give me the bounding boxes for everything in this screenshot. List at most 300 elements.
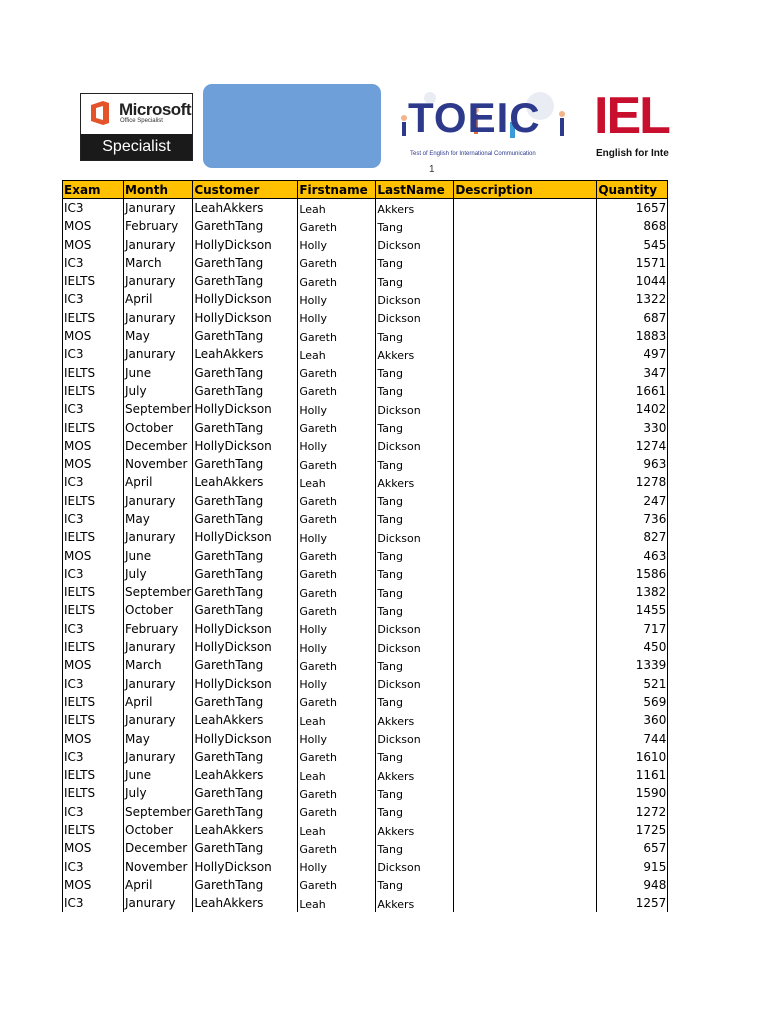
description-cell xyxy=(454,803,597,821)
firstname-cell: Leah xyxy=(298,821,376,839)
customer-cell: GarethTang xyxy=(193,327,298,345)
customer-cell: GarethTang xyxy=(193,784,298,802)
table-row xyxy=(63,235,668,253)
table-row xyxy=(63,473,668,491)
month-cell: Janurary xyxy=(124,492,193,510)
table-row xyxy=(63,437,668,455)
exam-cell: IC3 xyxy=(63,620,124,638)
quantity-cell: 717 xyxy=(597,620,668,638)
customer-cell: LeahAkkers xyxy=(193,894,298,912)
firstname-cell: Gareth xyxy=(298,455,376,473)
firstname-cell: Gareth xyxy=(298,876,376,894)
table-row xyxy=(63,729,668,747)
month-cell: September xyxy=(124,583,193,601)
table-row xyxy=(63,327,668,345)
exam-cell: MOS xyxy=(63,656,124,674)
exam-cell: IELTS xyxy=(63,382,124,400)
firstname-cell: Holly xyxy=(298,235,376,253)
table-row xyxy=(63,290,668,308)
table-row xyxy=(63,363,668,381)
month-cell: February xyxy=(124,620,193,638)
firstname-cell: Leah xyxy=(298,766,376,784)
customer-cell: HollyDickson xyxy=(193,638,298,656)
quantity-cell: 687 xyxy=(597,309,668,327)
month-cell: May xyxy=(124,510,193,528)
customer-cell: GarethTang xyxy=(193,565,298,583)
lastname-cell: Tang xyxy=(376,254,454,272)
table-row xyxy=(63,528,668,546)
customer-cell: HollyDickson xyxy=(193,528,298,546)
exam-cell: IELTS xyxy=(63,583,124,601)
customer-cell: HollyDickson xyxy=(193,235,298,253)
month-cell: June xyxy=(124,766,193,784)
month-cell: Janurary xyxy=(124,199,193,217)
office-specialist-subtitle: Office Specialist xyxy=(120,118,163,124)
table-row xyxy=(63,693,668,711)
firstname-cell: Gareth xyxy=(298,492,376,510)
quantity-cell: 1257 xyxy=(597,894,668,912)
lastname-cell: Tang xyxy=(376,656,454,674)
firstname-cell: Holly xyxy=(298,400,376,418)
firstname-cell: Holly xyxy=(298,620,376,638)
exam-cell: MOS xyxy=(63,217,124,235)
lastname-cell: Tang xyxy=(376,839,454,857)
exam-cell: IC3 xyxy=(63,803,124,821)
lastname-cell: Akkers xyxy=(376,345,454,363)
month-cell: Janurary xyxy=(124,638,193,656)
firstname-cell: Holly xyxy=(298,638,376,656)
lastname-cell: Akkers xyxy=(376,766,454,784)
lastname-cell: Dickson xyxy=(376,400,454,418)
table-row xyxy=(63,345,668,363)
firstname-cell: Leah xyxy=(298,711,376,729)
description-cell xyxy=(454,857,597,875)
firstname-cell: Holly xyxy=(298,437,376,455)
quantity-cell: 1339 xyxy=(597,656,668,674)
firstname-cell: Gareth xyxy=(298,565,376,583)
firstname-cell: Gareth xyxy=(298,217,376,235)
customer-cell: GarethTang xyxy=(193,876,298,894)
lastname-cell: Dickson xyxy=(376,620,454,638)
description-cell xyxy=(454,272,597,290)
month-cell: April xyxy=(124,876,193,894)
firstname-cell: Gareth xyxy=(298,748,376,766)
lastname-cell: Tang xyxy=(376,327,454,345)
month-cell: October xyxy=(124,821,193,839)
table-row xyxy=(63,546,668,564)
description-cell xyxy=(454,620,597,638)
header-quantity: Quantity xyxy=(597,181,668,199)
firstname-cell: Gareth xyxy=(298,803,376,821)
quantity-cell: 1657 xyxy=(597,199,668,217)
description-cell xyxy=(454,729,597,747)
exam-cell: IC3 xyxy=(63,400,124,418)
month-cell: December xyxy=(124,437,193,455)
table-row xyxy=(63,857,668,875)
table-row xyxy=(63,656,668,674)
lastname-cell: Akkers xyxy=(376,199,454,217)
description-cell xyxy=(454,309,597,327)
month-cell: November xyxy=(124,455,193,473)
table-row xyxy=(63,839,668,857)
table-row xyxy=(63,455,668,473)
table-header-row xyxy=(63,181,668,199)
lastname-cell: Tang xyxy=(376,382,454,400)
table-row xyxy=(63,418,668,436)
table-row xyxy=(63,620,668,638)
month-cell: April xyxy=(124,693,193,711)
exam-cell: MOS xyxy=(63,437,124,455)
lastname-cell: Tang xyxy=(376,876,454,894)
description-cell xyxy=(454,382,597,400)
firstname-cell: Leah xyxy=(298,473,376,491)
exam-cell: MOS xyxy=(63,327,124,345)
month-cell: November xyxy=(124,857,193,875)
firstname-cell: Holly xyxy=(298,729,376,747)
toeic-tagline: Test of English for International Communication xyxy=(410,151,536,157)
quantity-cell: 569 xyxy=(597,693,668,711)
lastname-cell: Tang xyxy=(376,748,454,766)
customer-cell: HollyDickson xyxy=(193,290,298,308)
microsoft-brand-text: Microsoft xyxy=(119,100,191,119)
quantity-cell: 450 xyxy=(597,638,668,656)
description-cell xyxy=(454,821,597,839)
firstname-cell: Gareth xyxy=(298,583,376,601)
exam-cell: IELTS xyxy=(63,693,124,711)
quantity-cell: 247 xyxy=(597,492,668,510)
lastname-cell: Dickson xyxy=(376,309,454,327)
description-cell xyxy=(454,363,597,381)
customer-cell: GarethTang xyxy=(193,418,298,436)
exam-cell: IELTS xyxy=(63,418,124,436)
table-row xyxy=(63,400,668,418)
firstname-cell: Gareth xyxy=(298,601,376,619)
table-row xyxy=(63,766,668,784)
exam-cell: IC3 xyxy=(63,254,124,272)
description-cell xyxy=(454,254,597,272)
lastname-cell: Tang xyxy=(376,492,454,510)
quantity-cell: 1883 xyxy=(597,327,668,345)
lastname-cell: Dickson xyxy=(376,729,454,747)
firstname-cell: Holly xyxy=(298,857,376,875)
firstname-cell: Gareth xyxy=(298,363,376,381)
month-cell: July xyxy=(124,784,193,802)
customer-cell: GarethTang xyxy=(193,583,298,601)
quantity-cell: 1610 xyxy=(597,748,668,766)
month-cell: May xyxy=(124,327,193,345)
firstname-cell: Gareth xyxy=(298,418,376,436)
customer-cell: LeahAkkers xyxy=(193,473,298,491)
firstname-cell: Holly xyxy=(298,309,376,327)
lastname-cell: Tang xyxy=(376,363,454,381)
description-cell xyxy=(454,418,597,436)
lastname-cell: Dickson xyxy=(376,675,454,693)
quantity-cell: 1274 xyxy=(597,437,668,455)
description-cell xyxy=(454,784,597,802)
quantity-cell: 545 xyxy=(597,235,668,253)
description-cell xyxy=(454,748,597,766)
firstname-cell: Gareth xyxy=(298,839,376,857)
table-row xyxy=(63,254,668,272)
exam-cell: IC3 xyxy=(63,565,124,583)
description-cell xyxy=(454,656,597,674)
quantity-cell: 963 xyxy=(597,455,668,473)
exam-cell: MOS xyxy=(63,729,124,747)
month-cell: October xyxy=(124,601,193,619)
quantity-cell: 915 xyxy=(597,857,668,875)
quantity-cell: 1661 xyxy=(597,382,668,400)
firstname-cell: Gareth xyxy=(298,656,376,674)
quantity-cell: 1590 xyxy=(597,784,668,802)
customer-cell: GarethTang xyxy=(193,492,298,510)
customer-cell: HollyDickson xyxy=(193,620,298,638)
description-cell xyxy=(454,455,597,473)
customer-cell: HollyDickson xyxy=(193,309,298,327)
toeic-wordmark: TOEIC xyxy=(408,94,541,141)
firstname-cell: Gareth xyxy=(298,546,376,564)
table-row xyxy=(63,583,668,601)
month-cell: Janurary xyxy=(124,345,193,363)
description-cell xyxy=(454,217,597,235)
toeic-logo xyxy=(390,78,575,168)
firstname-cell: Leah xyxy=(298,199,376,217)
lastname-cell: Akkers xyxy=(376,473,454,491)
quantity-cell: 1044 xyxy=(597,272,668,290)
description-cell xyxy=(454,638,597,656)
customer-cell: GarethTang xyxy=(193,254,298,272)
firstname-cell: Gareth xyxy=(298,510,376,528)
lastname-cell: Dickson xyxy=(376,528,454,546)
lastname-cell: Dickson xyxy=(376,638,454,656)
table-row xyxy=(63,711,668,729)
description-cell xyxy=(454,894,597,912)
table-row xyxy=(63,492,668,510)
customer-cell: GarethTang xyxy=(193,455,298,473)
specialist-badge: Specialist xyxy=(81,134,192,160)
customer-cell: GarethTang xyxy=(193,272,298,290)
customer-cell: HollyDickson xyxy=(193,857,298,875)
description-cell xyxy=(454,290,597,308)
month-cell: June xyxy=(124,546,193,564)
lastname-cell: Tang xyxy=(376,272,454,290)
month-cell: April xyxy=(124,290,193,308)
customer-cell: LeahAkkers xyxy=(193,711,298,729)
lastname-cell: Akkers xyxy=(376,711,454,729)
lastname-cell: Tang xyxy=(376,418,454,436)
month-cell: Janurary xyxy=(124,235,193,253)
customer-cell: GarethTang xyxy=(193,510,298,528)
header-lastname: LastName xyxy=(376,181,454,199)
lastname-cell: Tang xyxy=(376,601,454,619)
month-cell: September xyxy=(124,803,193,821)
description-cell xyxy=(454,675,597,693)
firstname-cell: Leah xyxy=(298,345,376,363)
table-row xyxy=(63,565,668,583)
month-cell: July xyxy=(124,382,193,400)
header-month: Month xyxy=(124,181,193,199)
description-cell xyxy=(454,766,597,784)
ielts-wordmark: IEL xyxy=(594,88,669,145)
firstname-cell: Gareth xyxy=(298,254,376,272)
lastname-cell: Tang xyxy=(376,217,454,235)
exam-cell: IC3 xyxy=(63,290,124,308)
quantity-cell: 330 xyxy=(597,418,668,436)
table-row xyxy=(63,675,668,693)
description-cell xyxy=(454,437,597,455)
customer-cell: GarethTang xyxy=(193,546,298,564)
description-cell xyxy=(454,693,597,711)
exam-cell: IC3 xyxy=(63,675,124,693)
description-cell xyxy=(454,839,597,857)
description-cell xyxy=(454,510,597,528)
description-cell xyxy=(454,492,597,510)
page-number: 1 xyxy=(429,164,435,175)
month-cell: May xyxy=(124,729,193,747)
exam-cell: MOS xyxy=(63,455,124,473)
office-logo-icon xyxy=(87,100,113,126)
firstname-cell: Leah xyxy=(298,894,376,912)
exam-cell: IELTS xyxy=(63,638,124,656)
quantity-cell: 1586 xyxy=(597,565,668,583)
month-cell: Janurary xyxy=(124,894,193,912)
description-cell xyxy=(454,327,597,345)
quantity-cell: 736 xyxy=(597,510,668,528)
description-cell xyxy=(454,876,597,894)
exam-cell: IELTS xyxy=(63,492,124,510)
table-row xyxy=(63,510,668,528)
month-cell: Janurary xyxy=(124,748,193,766)
firstname-cell: Gareth xyxy=(298,382,376,400)
header-firstname: Firstname xyxy=(298,181,376,199)
quantity-cell: 1455 xyxy=(597,601,668,619)
table-row xyxy=(63,876,668,894)
customer-cell: LeahAkkers xyxy=(193,821,298,839)
exam-orders-table xyxy=(62,180,668,912)
table-row xyxy=(63,803,668,821)
quantity-cell: 1161 xyxy=(597,766,668,784)
month-cell: February xyxy=(124,217,193,235)
quantity-cell: 1272 xyxy=(597,803,668,821)
customer-cell: GarethTang xyxy=(193,382,298,400)
exam-cell: IELTS xyxy=(63,711,124,729)
table-row xyxy=(63,784,668,802)
customer-cell: GarethTang xyxy=(193,217,298,235)
lastname-cell: Tang xyxy=(376,693,454,711)
firstname-cell: Holly xyxy=(298,528,376,546)
customer-cell: HollyDickson xyxy=(193,729,298,747)
header-description: Description xyxy=(454,181,597,199)
lastname-cell: Tang xyxy=(376,546,454,564)
quantity-cell: 497 xyxy=(597,345,668,363)
customer-cell: GarethTang xyxy=(193,748,298,766)
month-cell: June xyxy=(124,363,193,381)
customer-cell: HollyDickson xyxy=(193,437,298,455)
customer-cell: GarethTang xyxy=(193,803,298,821)
month-cell: Janurary xyxy=(124,528,193,546)
description-cell xyxy=(454,711,597,729)
quantity-cell: 347 xyxy=(597,363,668,381)
table-row xyxy=(63,894,668,912)
month-cell: October xyxy=(124,418,193,436)
lastname-cell: Dickson xyxy=(376,437,454,455)
lastname-cell: Tang xyxy=(376,510,454,528)
quantity-cell: 463 xyxy=(597,546,668,564)
exam-cell: IELTS xyxy=(63,821,124,839)
lastname-cell: Tang xyxy=(376,583,454,601)
firstname-cell: Gareth xyxy=(298,693,376,711)
table-row xyxy=(63,638,668,656)
customer-cell: LeahAkkers xyxy=(193,766,298,784)
exam-cell: IC3 xyxy=(63,748,124,766)
quantity-cell: 827 xyxy=(597,528,668,546)
exam-cell: IELTS xyxy=(63,766,124,784)
ielts-logo xyxy=(594,88,670,168)
description-cell xyxy=(454,400,597,418)
customer-cell: GarethTang xyxy=(193,693,298,711)
exam-cell: IELTS xyxy=(63,784,124,802)
header-exam: Exam xyxy=(63,181,124,199)
description-cell xyxy=(454,601,597,619)
month-cell: July xyxy=(124,565,193,583)
exam-cell: IC3 xyxy=(63,473,124,491)
table-row xyxy=(63,199,668,217)
quantity-cell: 1322 xyxy=(597,290,668,308)
table-row xyxy=(63,272,668,290)
month-cell: September xyxy=(124,400,193,418)
quantity-cell: 1382 xyxy=(597,583,668,601)
firstname-cell: Gareth xyxy=(298,272,376,290)
exam-cell: IELTS xyxy=(63,528,124,546)
firstname-cell: Gareth xyxy=(298,327,376,345)
ielts-tagline: English for Inte xyxy=(596,148,669,159)
month-cell: Janurary xyxy=(124,711,193,729)
lastname-cell: Tang xyxy=(376,803,454,821)
exam-cell: MOS xyxy=(63,546,124,564)
exam-cell: IC3 xyxy=(63,345,124,363)
description-cell xyxy=(454,345,597,363)
exam-cell: IELTS xyxy=(63,601,124,619)
lastname-cell: Akkers xyxy=(376,821,454,839)
description-cell xyxy=(454,528,597,546)
description-cell xyxy=(454,473,597,491)
table-body xyxy=(63,199,668,913)
exam-cell: MOS xyxy=(63,839,124,857)
month-cell: March xyxy=(124,254,193,272)
month-cell: Janurary xyxy=(124,309,193,327)
lastname-cell: Tang xyxy=(376,784,454,802)
firstname-cell: Holly xyxy=(298,290,376,308)
quantity-cell: 657 xyxy=(597,839,668,857)
blue-placeholder-box xyxy=(203,84,381,168)
quantity-cell: 948 xyxy=(597,876,668,894)
quantity-cell: 1278 xyxy=(597,473,668,491)
exam-cell: MOS xyxy=(63,235,124,253)
quantity-cell: 360 xyxy=(597,711,668,729)
table-row xyxy=(63,821,668,839)
firstname-cell: Gareth xyxy=(298,784,376,802)
quantity-cell: 1571 xyxy=(597,254,668,272)
table-row xyxy=(63,382,668,400)
customer-cell: HollyDickson xyxy=(193,400,298,418)
lastname-cell: Dickson xyxy=(376,235,454,253)
customer-cell: GarethTang xyxy=(193,656,298,674)
table-row xyxy=(63,217,668,235)
customer-cell: HollyDickson xyxy=(193,675,298,693)
description-cell xyxy=(454,565,597,583)
description-cell xyxy=(454,546,597,564)
month-cell: April xyxy=(124,473,193,491)
exam-cell: IC3 xyxy=(63,894,124,912)
